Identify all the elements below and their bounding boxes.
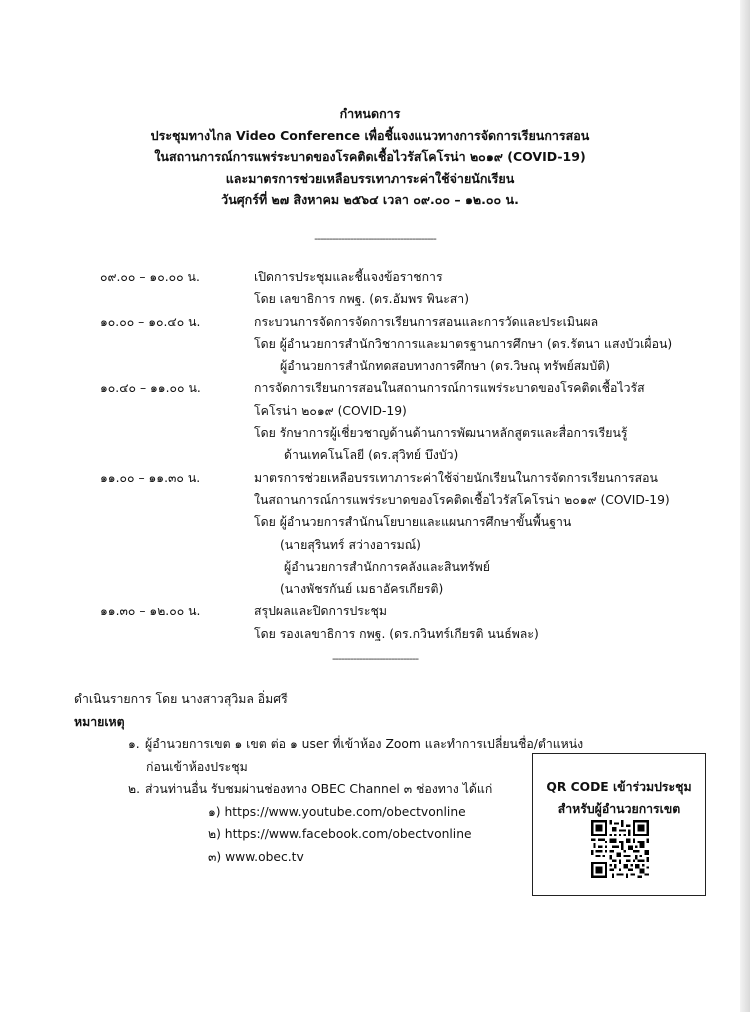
agenda-time: ๑๐.๐๐ – ๑๐.๔๐ น. [100, 314, 201, 329]
note-item [128, 778, 583, 801]
footer [74, 688, 288, 733]
moderator-line: ดำเนินรายการ โดย นางสาวสุวิมล อิ่มศรี [74, 692, 288, 706]
website-link[interactable]: ๓) www.obec.tv [208, 849, 304, 864]
facebook-link[interactable]: ๒) https://www.facebook.com/obectvonline [208, 827, 472, 841]
note-number: ๑. [128, 737, 140, 751]
header-date-line: วันศุกร์ที่ ๒๗ สิงหาคม ๒๕๖๔ เวลา ๐๙.๐๐ – ๑๒.๐๐ น. [221, 192, 519, 207]
agenda-time: ๑๑.๓๐ – ๑๒.๐๐ น. [100, 604, 201, 619]
agenda-speaker: (นางพัชรกันย์ เมธาอัครเกียรติ) [280, 582, 444, 597]
note-item [128, 733, 583, 756]
youtube-link[interactable]: ๑) https://www.youtube.com/obectvonline [208, 804, 466, 819]
agenda-topic: เปิดการประชุมและชี้แจงข้อราชการ [254, 270, 443, 284]
qr-title [533, 776, 705, 820]
agenda-speaker: โดย ผู้อำนวยการสำนักนโยบายและแผนการศึกษาขั้นพื้นฐาน [254, 515, 572, 530]
agenda-topic: มาตรการช่วยเหลือบรรเทาภาระค่าใช้จ่ายนักเรียนในการจัดการเรียนการสอน [254, 470, 658, 485]
qr-code-image[interactable] [591, 820, 649, 878]
note-text: ส่วนท่านอื่น รับชมผ่านช่องทาง OBEC Channel ๓ ช่องทาง ได้แก่ [145, 782, 493, 796]
separator-top: ----------------------------------------- [314, 232, 436, 245]
agenda-item [100, 377, 700, 466]
agenda-time: ๑๐.๔๐ – ๑๑.๐๐ น. [100, 381, 201, 396]
agenda-speaker: ผู้อำนวยการสำนักการคลังและสินทรัพย์ [284, 559, 490, 574]
agenda-speaker: ด้านเทคโนโลยี (ดร.สุวิทย์ บึงบัว) [284, 448, 459, 463]
agenda-topic: การจัดการเรียนการสอนในสถานการณ์การแพร่ระบาดของโรคติดเชื้อไวรัส [254, 381, 645, 396]
agenda-speaker: โดย รองเลขาธิการ กพฐ. (ดร.กวินทร์เกียรติ นนธ์พละ) [254, 626, 539, 641]
header-situation-line: ในสถานการณ์การแพร่ระบาดของโรคติดเชื้อไวรัสโคโรน่า ๒๐๑๙ (COVID-19) [154, 149, 586, 164]
page-edge-shadow [740, 0, 750, 1012]
header-meeting-line: ประชุมทางไกล Video Conference เพื่อชี้แจงแนวทางการจัดการเรียนการสอน [150, 127, 590, 143]
agenda-time: ๑๑.๐๐ – ๑๑.๓๐ น. [100, 470, 201, 485]
agenda-speaker: โดย ผู้อำนวยการสำนักวิชาการและมาตรฐานการศึกษา (ดร.รัตนา แสงบัวเผื่อน) [254, 336, 673, 351]
notes-list [128, 733, 583, 868]
agenda-item [100, 467, 700, 601]
agenda-topic: ในสถานการณ์การแพร่ระบาดของโรคติดเชื้อไวรัสโคโรน่า ๒๐๑๙ (COVID-19) [254, 492, 670, 507]
agenda-speaker: ผู้อำนวยการสำนักทดสอบทางการศึกษา (ดร.วิษณุ ทรัพย์สมบัติ) [280, 359, 611, 374]
header-measures-line: และมาตรการช่วยเหลือบรรเทาภาระค่าใช้จ่ายนักเรียน [225, 170, 515, 186]
note-continuation: ก่อนเข้าห้องประชุม [146, 759, 248, 774]
agenda-item [100, 311, 700, 378]
document-header [100, 103, 640, 211]
qr-title-line2: สำหรับผู้อำนวยการเขต [557, 802, 681, 816]
agenda-item [100, 266, 700, 311]
agenda-topic: สรุปผลและปิดการประชุม [254, 604, 387, 619]
agenda-topic: กระบวนการจัดการจัดการเรียนการสอนและการวัดและประเมินผล [254, 314, 599, 329]
notes-title: หมายเหตุ [74, 714, 125, 729]
agenda-speaker: (นายสุรินทร์ สว่างอารมณ์) [280, 537, 421, 552]
header-title: กำหนดการ [339, 106, 401, 121]
separator-bottom: ----------------------------- [331, 652, 419, 665]
agenda-time: ๐๙.๐๐ – ๑๐.๐๐ น. [100, 270, 200, 284]
agenda-topic: โคโรน่า ๒๐๑๙ (COVID-19) [254, 403, 407, 418]
note-text: ผู้อำนวยการเขต ๑ เขต ต่อ ๑ user ที่เข้าห้อง Zoom และทำการเปลี่ยนชื่อ/ตำแหน่ง [145, 737, 584, 751]
agenda-item [100, 600, 700, 645]
qr-box [532, 753, 706, 896]
qr-title-line1: QR CODE เข้าร่วมประชุม [546, 780, 692, 794]
agenda-speaker: โดย รักษาการผู้เชี่ยวชาญด้านด้านการพัฒนาหลักสูตรและสื่อการเรียนรู้ [254, 426, 628, 441]
channel-links [128, 801, 583, 869]
agenda-list [100, 266, 700, 645]
note-number: ๒. [128, 782, 141, 796]
agenda-speaker: โดย เลขาธิการ กพฐ. (ดร.อัมพร พินะสา) [254, 292, 470, 307]
